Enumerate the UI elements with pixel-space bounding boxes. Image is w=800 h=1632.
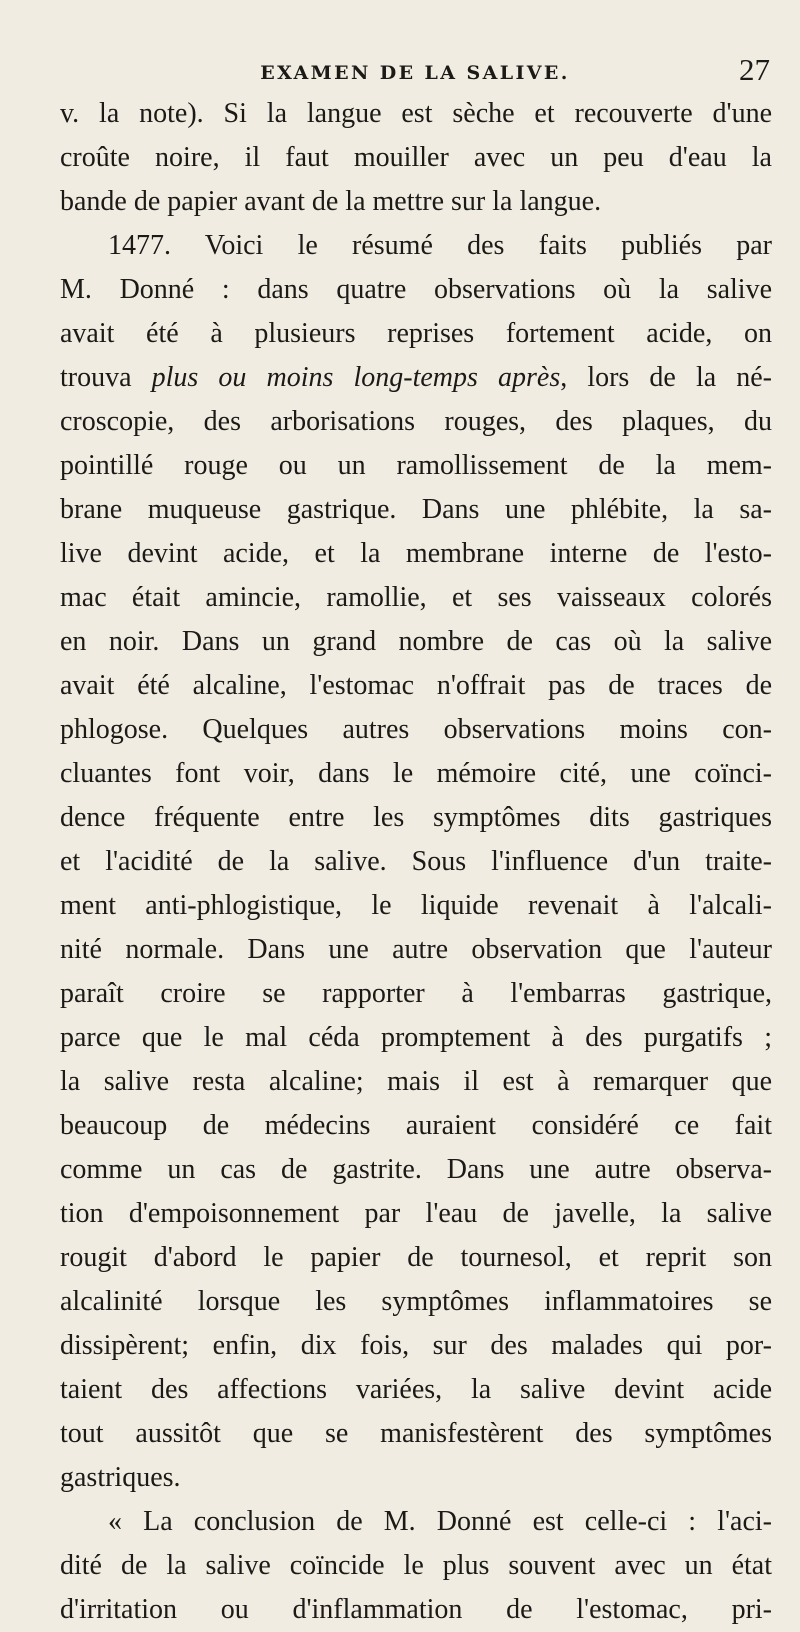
text-line: dité de la salive coïncide le plus souvent avec un état xyxy=(60,1550,772,1581)
text-line: beaucoup de médecins auraient considéré ce fait xyxy=(60,1110,772,1141)
paragraph-1477-start: 1477. Voici le résumé des faits publiés par xyxy=(108,230,772,261)
text-line: rougit d'abord le papier de tournesol, et reprit son xyxy=(60,1242,772,1273)
text-line: croûte noire, il faut mouiller avec un peu d'eau la xyxy=(60,142,772,173)
text-line: taient des affections variées, la salive devint acide xyxy=(60,1374,772,1405)
text-line: ment anti-phlogistique, le liquide revenait à l'alcali- xyxy=(60,890,772,921)
running-title: EXAMEN DE LA SALIVE. xyxy=(260,62,570,84)
text-line: dissipèrent; enfin, dix fois, sur des malades qui por- xyxy=(60,1330,772,1361)
text-line: cluantes font voir, dans le mémoire cité, une coïnci- xyxy=(60,758,772,789)
text-line: d'irritation ou d'inflammation de l'estomac, pri- xyxy=(60,1594,772,1625)
text-fragment: trouva xyxy=(60,362,152,393)
text-line: dence fréquente entre les symptômes dits gastriques xyxy=(60,802,772,833)
body-text xyxy=(60,92,772,1632)
page-header xyxy=(60,46,770,86)
text-line: v. la note). Si la langue est sèche et recouverte d'une xyxy=(60,98,772,129)
text-line: avait été alcaline, l'estomac n'offrait pas de traces de xyxy=(60,670,772,701)
text-line: M. Donné : dans quatre observations où la salive xyxy=(60,274,772,305)
text-line: et l'acidité de la salive. Sous l'influence d'un traite- xyxy=(60,846,772,877)
text-line: gastriques. xyxy=(60,1462,181,1493)
text-line: tion d'empoisonnement par l'eau de javelle, la salive xyxy=(60,1198,772,1229)
text-line: bande de papier avant de la mettre sur la langue. xyxy=(60,186,602,217)
text-line: tout aussitôt que se manisfestèrent des symptômes xyxy=(60,1418,772,1449)
text-line: brane muqueuse gastrique. Dans une phlébite, la sa- xyxy=(60,494,772,525)
text-line: avait été à plusieurs reprises fortement acide, on xyxy=(60,318,772,349)
text-line: phlogose. Quelques autres observations moins con- xyxy=(60,714,772,745)
text-line: pointillé rouge ou un ramollissement de la mem- xyxy=(60,450,772,481)
text-line: comme un cas de gastrite. Dans une autre observa- xyxy=(60,1154,772,1185)
text-line: la salive resta alcaline; mais il est à remarquer que xyxy=(60,1066,772,1097)
text-line: alcalinité lorsque les symptômes inflammatoires se xyxy=(60,1286,772,1317)
quotation-start: « La conclusion de M. Donné est celle-ci : l'aci- xyxy=(108,1506,772,1537)
text-fragment: , lors de la né- xyxy=(560,362,772,393)
text-line: parce que le mal céda promptement à des purgatifs ; xyxy=(60,1022,772,1053)
text-line: paraît croire se rapporter à l'embarras gastrique, xyxy=(60,978,772,1009)
text-line: en noir. Dans un grand nombre de cas où la salive xyxy=(60,626,772,657)
page-number: 27 xyxy=(739,52,770,87)
text-line: nité normale. Dans une autre observation que l'auteur xyxy=(60,934,772,965)
italic-phrase: plus ou moins long-temps après xyxy=(151,362,561,393)
text-line: croscopie, des arborisations rouges, des plaques, du xyxy=(60,406,772,437)
text-line: live devint acide, et la membrane interne de l'esto- xyxy=(60,538,772,569)
text-line-with-italic xyxy=(60,356,772,400)
text-line: mac était amincie, ramollie, et ses vaisseaux colorés xyxy=(60,582,772,613)
